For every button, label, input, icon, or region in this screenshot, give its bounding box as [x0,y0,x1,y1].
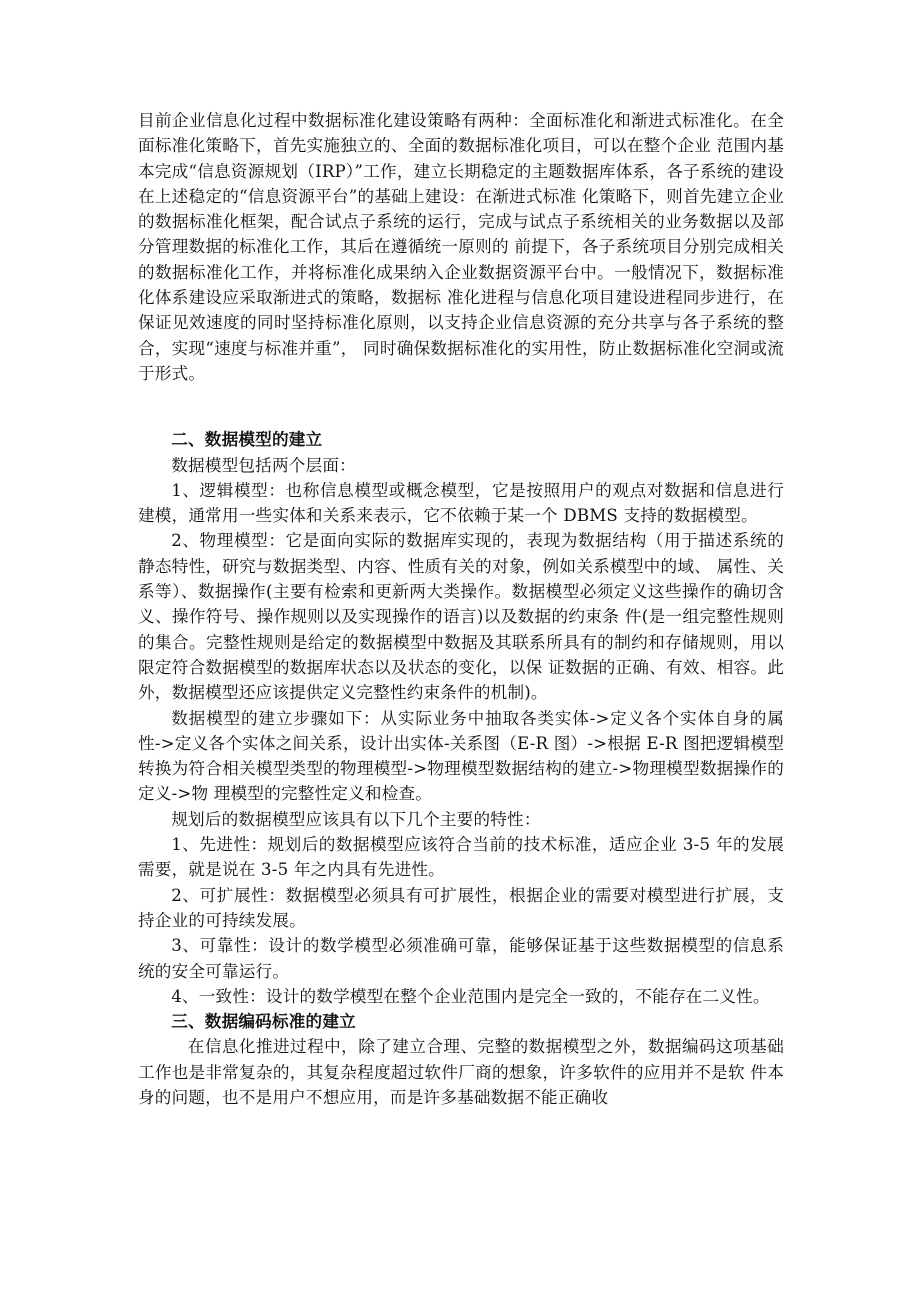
section-2-heading: 二、数据模型的建立 [171,429,323,450]
document-page [138,108,784,1110]
physical-model-paragraph: 2、物理模型：它是面向实际的数据库实现的，表现为数据结构（用于描述系统的静态特性，研究与数据类型、内容、性质有关的对象，例如关系模型中的域、 属性、关系等）、数据操作(主要有检索和更新两大类操作。数据模型必须定义这些操作的确切含义、操作符号、操作规则以及实现操作的语言)以及数据的约束条 件(是一组完整性规则的集合。完整性规则是给定的数据模型中数据及其联系所具有的制约和存储规则，用以限定符合数据模型的数据库状态以及状态的变化，以保 证数据的正确、有效、相容。此外，数据模型还应该提供定义完整性约束条件的机制)。 [138,531,784,703]
model-steps-paragraph: 数据模型的建立步骤如下：从实际业务中抽取各类实体->定义各个实体自身的属性->定义各个实体之间关系，设计出实体-关系图（E-R 图）->根据 E-R 图把逻辑模型转换为符合相关模型类型的物理模型->物理模型数据结构的建立->物理模型数据操作的定义->物 理模型的完整性定义和检查。 [138,708,784,804]
feature-2-paragraph: 2、可扩展性：数据模型必须具有可扩展性，根据企业的需要对模型进行扩展，支持企业的可持续发展。 [138,885,784,930]
feature-1-paragraph: 1、先进性：规划后的数据模型应该符合当前的技术标准，适应企业 3-5 年的发展需要，就是说在 3-5 年之内具有先进性。 [138,835,784,880]
feature-4-paragraph: 4、一致性：设计的数学模型在整个企业范围内是完全一致的，不能存在二义性。 [171,986,770,1006]
encoding-paragraph: 在信息化推进过程中，除了建立合理、完整的数据模型之外，数据编码这项基础工作也是非常复杂的，其复杂程度超过软件厂商的想象，许多软件的应用并不是软 件本身的问题，也不是用户不想应用，而是许多基础数据不能正确收 [138,1037,784,1107]
section-3-heading: 三、数据编码标准的建立 [171,1011,356,1032]
feature-3-paragraph: 3、可靠性：设计的数学模型必须准确可靠，能够保证基于这些数据模型的信息系统的安全可靠运行。 [138,936,784,981]
logical-model-paragraph: 1、逻辑模型：也称信息模型或概念模型，它是按照用户的观点对数据和信息进行建模，通常用一些实体和关系来表示，它不依赖于某一个 DBMS 支持的数据模型。 [138,480,784,526]
intro-paragraph: 目前企业信息化过程中数据标准化建设策略有两种：全面标准化和渐进式标准化。在全面标准化策略下，首先实施独立的、全面的数据标准化项目，可以在整个企业 范围内基本完成“信息资源规划（IRP）”工作，建立长期稳定的主题数据库体系，各子系统的建设在上述稳定的“信息资源平台”的基础上建设：在渐进式标准 化策略下，则首先建立企业的数据标准化框架，配合试点子系统的运行，完成与试点子系统相关的业务数据以及部分管理数据的标准化工作，其后在遵循统一原则的 前提下，各子系统项目分别完成相关的数据标准化工作，并将标准化成果纳入企业数据资源平台中。一般情况下，数据标准化体系建设应采取渐进式的策略，数据标 准化进程与信息化项目建设进程同步进行，在保证见效速度的同时坚持标准化原则，以支持企业信息资源的充分共享与各子系统的整合，实现“速度与标准并重”， 同时确保数据标准化的实用性，防止数据标准化空洞或流于形式。 [138,111,784,383]
model-layers-paragraph: 数据模型包括两个层面： [171,455,356,475]
features-intro-paragraph: 规划后的数据模型应该具有以下几个主要的特性： [171,809,541,829]
section-gap [138,386,784,427]
